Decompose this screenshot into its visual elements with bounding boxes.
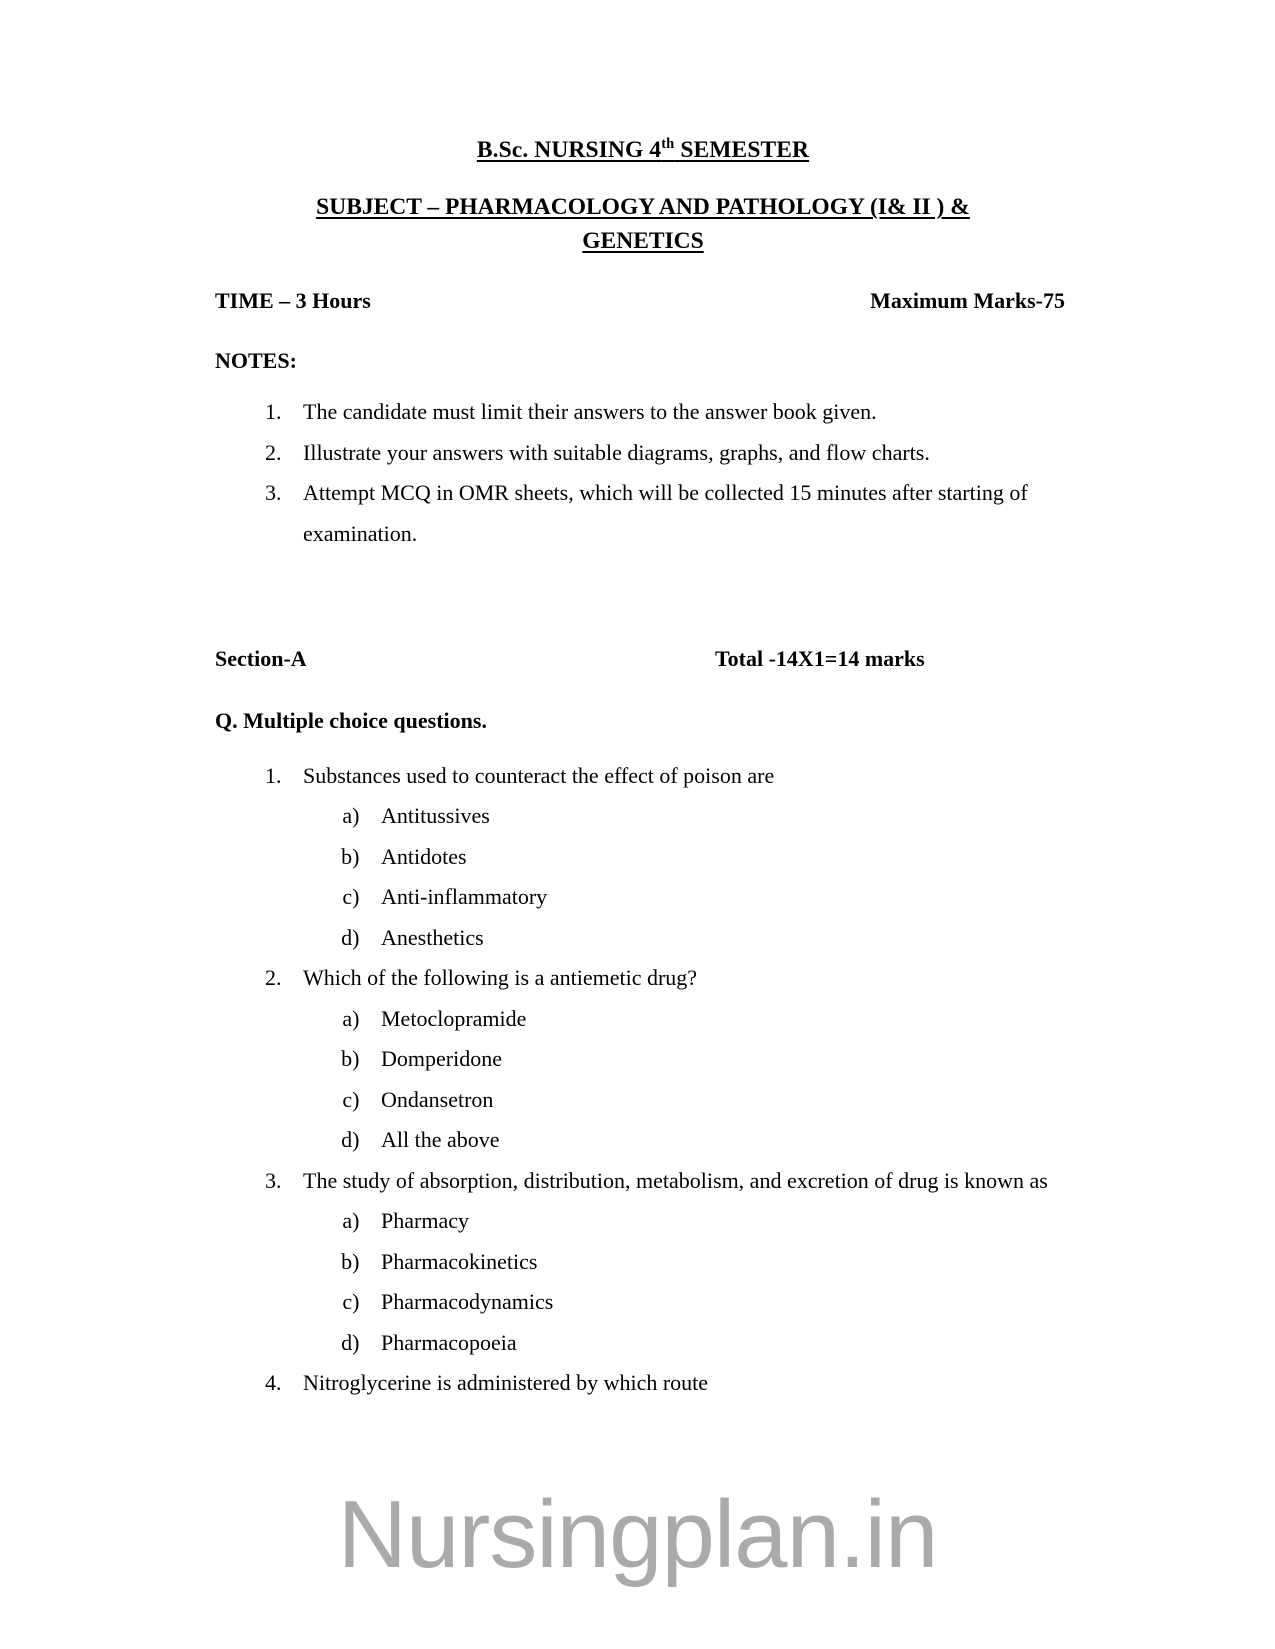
question-item	[287, 1363, 1071, 1403]
subject-title-line1: SUBJECT – PHARMACOLOGY AND PATHOLOGY (I& II ) &	[316, 194, 970, 221]
page-title	[215, 136, 1071, 165]
exam-meta-row	[215, 288, 1071, 314]
section-total-marks: Total -14X1=14 marks	[715, 645, 925, 671]
option-item: a. Metoclopramide	[365, 999, 1071, 1039]
option-list	[303, 999, 1071, 1161]
option-item: c. Anti-inflammatory	[365, 877, 1071, 917]
option-item: b. Antidotes	[365, 837, 1071, 877]
option-item: d. Pharmacopoeia	[365, 1323, 1071, 1363]
option-list	[303, 796, 1071, 958]
mcq-heading: Q. Multiple choice questions.	[215, 707, 487, 733]
page-title-tail: SEMESTER	[674, 137, 810, 163]
question-item	[287, 1161, 1071, 1363]
document-body	[215, 136, 1071, 1403]
option-item: b. Pharmacokinetics	[365, 1242, 1071, 1282]
option-list	[303, 1201, 1071, 1363]
section-name: Section-A	[215, 645, 307, 671]
question-text: 3. The study of absorption, distribution, metabolism, and excretion of drug is known as	[303, 1167, 1048, 1193]
list-item: 3. Attempt MCQ in OMR sheets, which will be collected 15 minutes after starting of examination.	[287, 473, 1071, 554]
notes-heading: NOTES:	[215, 348, 297, 374]
question-item	[287, 756, 1071, 958]
subject-title-line2: GENETICS	[582, 227, 704, 254]
option-item: d. Anesthetics	[365, 918, 1071, 958]
page-title-superscript: th	[661, 136, 675, 153]
list-item: 1. The candidate must limit their answers to the answer book given.	[287, 392, 1071, 432]
option-item: a. Antitussives	[365, 796, 1071, 836]
question-text: 2. Which of the following is a antiemetic drug?	[303, 965, 698, 991]
section-header-row	[215, 646, 1071, 672]
maximum-marks: Maximum Marks-75	[870, 288, 1065, 314]
question-text: 4. Nitroglycerine is administered by which route	[303, 1370, 709, 1395]
question-item	[287, 958, 1071, 1160]
site-watermark: Nursingplan.in	[337, 1481, 938, 1588]
option-item: b. Domperidone	[365, 1039, 1071, 1079]
option-item: a. Pharmacy	[365, 1201, 1071, 1241]
notes-list	[215, 392, 1071, 554]
option-item: c. Pharmacodynamics	[365, 1282, 1071, 1322]
list-item: 2. Illustrate your answers with suitable diagrams, graphs, and flow charts.	[287, 433, 1071, 473]
option-item: c. Ondansetron	[365, 1080, 1071, 1120]
question-text: 1. Substances used to counteract the effect of poison are	[303, 762, 775, 788]
subject-title	[215, 191, 1071, 258]
question-list	[215, 756, 1071, 1404]
option-item: d. All the above	[365, 1120, 1071, 1160]
spacer	[215, 554, 1071, 646]
exam-time: TIME – 3 Hours	[215, 288, 371, 314]
page-title-text: B.Sc. NURSING 4	[476, 137, 662, 163]
